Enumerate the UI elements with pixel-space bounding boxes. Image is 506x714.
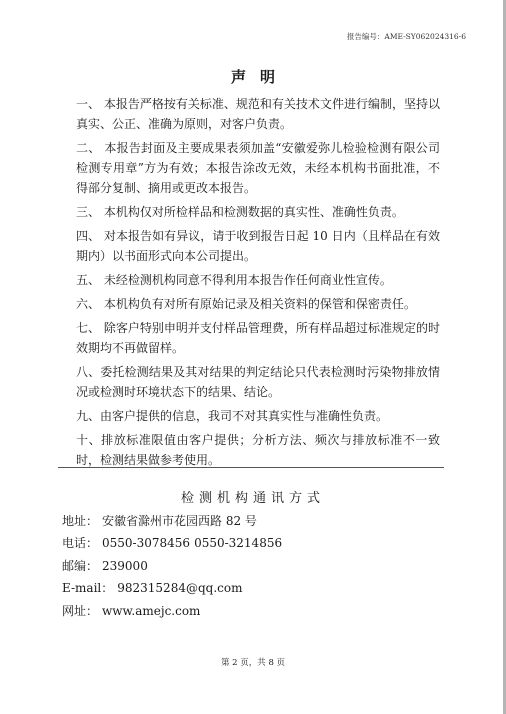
clause-7: 七、 除客户特别申明并支付样品管理费，所有样品超过标准规定的时效期均不再做留样。 xyxy=(76,321,440,355)
postcode-value: 239000 xyxy=(102,558,148,573)
address-value: 安徽省滁州市花园西路 82 号 xyxy=(102,514,257,528)
postcode-label: 邮编： xyxy=(62,558,99,573)
clause-1: 一、 本报告严格按有关标准、规范和有关技术文件进行编制，坚持以真实、公正、准确为原则，对客户负责。 xyxy=(76,97,440,131)
clause-5: 五、 未经检测机构同意不得利用本报告作任何商业性宣传。 xyxy=(76,273,392,287)
clause-3: 三、 本机构仅对所检样品和检测数据的真实性、准确性负责。 xyxy=(76,205,404,219)
clause-6: 六、 本机构负有对所有原始记录及相关资料的保管和保密责任。 xyxy=(76,297,416,311)
phone-line xyxy=(62,532,442,554)
postcode-line xyxy=(62,555,442,577)
contact-info xyxy=(62,510,442,622)
website-label: 网址： xyxy=(62,603,99,618)
phone-value-2: 0550-3214856 xyxy=(194,536,283,551)
page-number: 第 2 页，共 8 页 xyxy=(220,658,286,668)
website-value: www.amejc.com xyxy=(102,603,201,618)
contact-title: 检测机构通讯方式 xyxy=(180,491,325,506)
email-line xyxy=(62,577,442,599)
email-value: 982315284@qq.com xyxy=(117,581,243,596)
report-number: 报告编号：AME-SY062024316-6 xyxy=(346,32,466,41)
email-label: E-mail： xyxy=(62,581,114,596)
clause-4: 四、 对本报告如有异议，请于收到报告日起 10 日内（且样品在有效期内）以书面形式向本公司提出。 xyxy=(76,229,440,263)
address-line xyxy=(62,510,442,532)
clause-9: 九、由客户提供的信息，我司不对其真实性与准确性负责。 xyxy=(76,409,389,423)
phone-value-1: 0550-3078456 xyxy=(102,536,191,551)
clause-8: 八、委托检测结果及其对结果的判定结论只代表检测时污染物排放情况或检测时环境状态下的结果、结论。 xyxy=(76,365,440,399)
website-line xyxy=(62,600,442,622)
section-divider xyxy=(58,467,444,468)
clause-2: 二、 本报告封面及主要成果表须加盖“安徽爱弥儿检验检测有限公司检测专用章”方为有效；本报告涂改无效，未经本机构书面批准，不得部分复制、摘用或更改本报告。 xyxy=(76,141,440,195)
clause-10: 十、排放标准限值由客户提供；分析方法、频次与排放标准不一致时，检测结果做参考使用。 xyxy=(76,433,440,467)
phone-label: 电话： xyxy=(62,536,99,551)
address-label: 地址： xyxy=(62,514,99,528)
declaration-clauses xyxy=(76,94,440,474)
page-title: 声明 xyxy=(230,68,289,86)
